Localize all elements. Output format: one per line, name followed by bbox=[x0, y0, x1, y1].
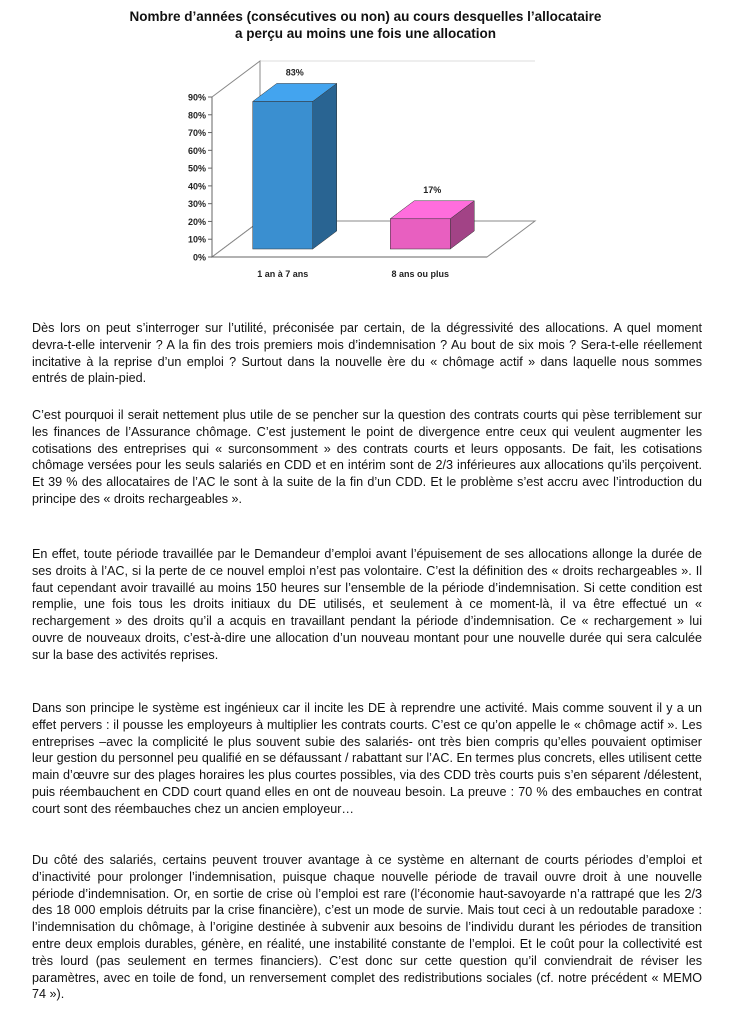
paragraph-4: Dans son principe le système est ingénieux car il incite les DE à reprendre une activité. Mais comme souvent il y a un effet pervers : il pousse les employeurs à multiplier les contrats courts. C’est ce qu’on appelle le « chômage actif ». Les entreprises –avec la complicité le plus souvent subie des salariés- ont très bien compris qu’elles pouvaient optimiser leur gestion du personnel peu qualifié en se défaussant / rabattant sur l’AC. En termes plus concrets, elles utilisent cette main d’œuvre sur des plages horaires les plus courtes possibles, via des CDD très courts puis s’en séparent /délestent, puis réembauchent en CDD court quand elles en ont de nouveau besoin. La preuve : 70 % des embauches en contrat court sont des réembauches chez un ancien employeur… bbox=[32, 701, 702, 816]
paragraph-2: C’est pourquoi il serait nettement plus utile de se pencher sur la question des contrats courts qui pèse terriblement sur les finances de l’Assurance chômage. C’est justement le point de divergence entre ceux qui veulent augmenter les cotisations des entreprises qui « surconsomment » des contrats courts et leurs opposants. De fait, les cotisations chômage versées pour les seuls salariés en CDD et en intérim sont de 2/3 inférieures aux allocations qu’ils perçoivent. Et 39 % des allocataires de l’AC le sont à la suite de la fin d’un CDD. Et le problème s’est accru avec l’introduction du principe des « droits rechargeables ». bbox=[32, 408, 702, 506]
x-tick-label: 1 an à 7 ans bbox=[257, 269, 309, 279]
y-tick-label: 20% bbox=[187, 216, 206, 227]
y-tick-label: 90% bbox=[187, 92, 206, 103]
paragraph-3: En effet, toute période travaillée par le Demandeur d’emploi avant l’épuisement de ses allocations allonge la durée de ses droits à l’AC, si la perte de ce nouvel emploi n’est pas volontaire. C’est la définition des « droits rechargeables ». Il faut cependant avoir travaillé au moins 150 heures sur l’ensemble de la période d’indemnisation. Si cette condition est remplie, une fois tous les droits initiaux du DE utilisés, et seulement à ce moment-là, il va être effectué un « rechargement » des droits qu’il a acquis en travaillant pendant la période d’indemnisation. Ce « rechargement » lui ouvre de nouveaux droits, c’est-à-dire une allocation d’un nouveau montant pour une nouvelle durée qui sera calculée sur la base des activités reprises. bbox=[32, 547, 702, 662]
bar bbox=[390, 219, 450, 249]
bar-side bbox=[313, 83, 337, 249]
data-label: 17% bbox=[423, 184, 442, 195]
y-tick-label: 70% bbox=[187, 128, 206, 139]
chart-title-line-1: Nombre d’années (consécutives ou non) au cours desquelles l’allocataire bbox=[129, 9, 602, 24]
paragraph-5: Du côté des salariés, certains peuvent trouver avantage à ce système en alternant de courts périodes d’emploi et d’inactivité pour prolonger l’indemnisation, puisque chaque nouvelle période de travail ouvre droit à une nouvelle période d’indemnisation. Or, en sortie de crise où l’emploi est rare (l’économie haut-savoyarde n’a rattrapé que les 2/3 des 18 000 emplois détruits par la crise financière), c’est un mode de survie. Mais tout ceci à un redoutable paradoxe : l’indemnisation du chômage, à l’origine destinée à subvenir aux besoins de l’individu durant les périodes de transition entre deux emplois durables, génère, en réalité, une instabilité constante de l’emploi. Et le coût pour la collectivité est très lourd (pas seulement en termes financiers). C’est donc sur cette question qu’il conviendrait de réviser les paramètres, avec en toile de fond, un renversement complet des redistributions sociales (cf. notre précédent « MEMO 74 »). bbox=[32, 853, 702, 1002]
data-label: 83% bbox=[285, 67, 304, 78]
bar-chart bbox=[0, 0, 731, 300]
paragraph-1: Dès lors on peut s’interroger sur l’utilité, préconisée par certain, de la dégressivité des allocations. A quel moment devra-t-elle intervenir ? A la fin des trois premiers mois d’indemnisation ? Au bout de six mois ? Sera-t-elle réellement incitative à la reprise d’un emploi ? Surtout dans la nouvelle ère du « chômage actif » dans laquelle nous sommes entrés de plain-pied. bbox=[32, 321, 702, 386]
bar bbox=[253, 101, 313, 249]
y-tick-label: 10% bbox=[187, 234, 206, 245]
y-tick-label: 80% bbox=[187, 110, 206, 121]
y-tick-label: 30% bbox=[187, 199, 206, 210]
y-tick-label: 40% bbox=[187, 181, 206, 192]
y-tick-label: 0% bbox=[192, 252, 206, 263]
y-tick-label: 60% bbox=[187, 145, 206, 156]
chart-title-line-2: a perçu au moins une fois une allocation bbox=[234, 26, 497, 41]
y-tick-label: 50% bbox=[187, 163, 206, 174]
x-tick-label: 8 ans ou plus bbox=[391, 269, 450, 279]
